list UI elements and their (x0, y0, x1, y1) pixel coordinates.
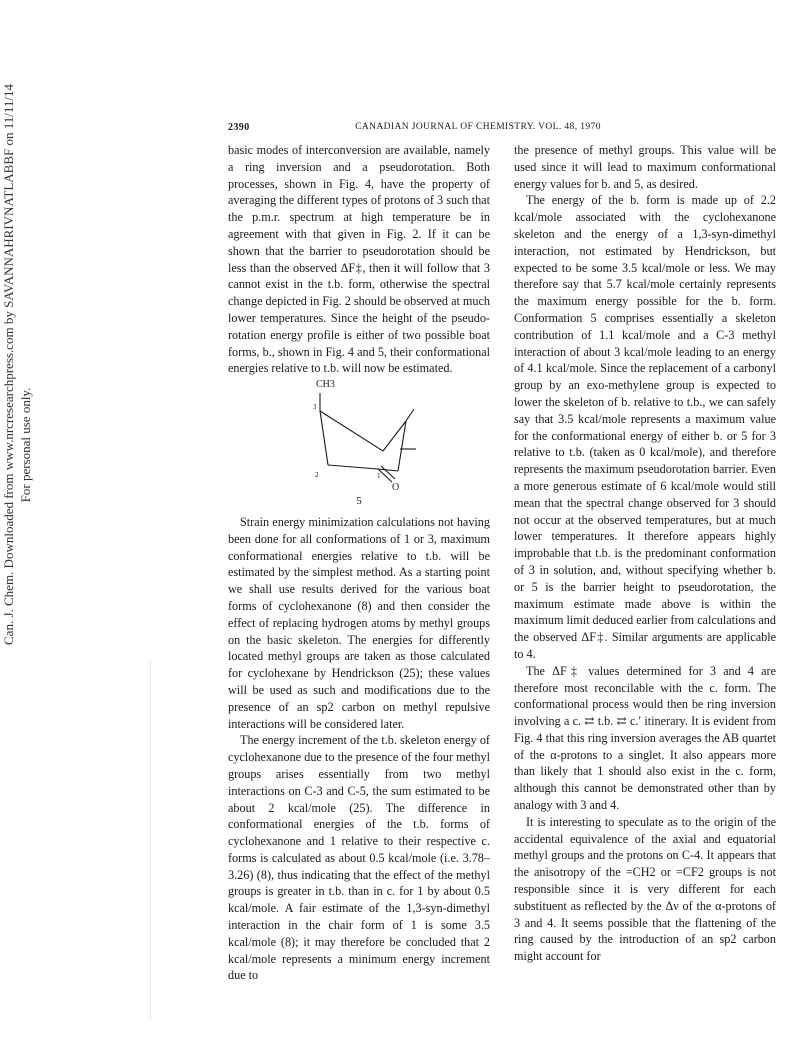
paragraph-5: The energy of the b. form is made up of 2.2 kcal/mole associated with the cyclohexanone skeleton and the energy of a 1,3-syn-dimethyl interaction, not estimated by Hendrickson, but expected to be some 3.5 kcal/mole or less. We may therefore say that 5.7 kcal/mole certainly represents the maximum energy possible for the b. form. Conformation 5 comprises essentially a skeleton contribution of 1.1 kcal/mole and a C-3 methyl interaction of about 3 kcal/mole leading to an energy of 4.1 kcal/mole. Since the replacement of a carbonyl group by an exo-methylene group is expected to lower the skeleton of b. relative to t.b., we can safely say that 3.5 kcal/mole represents a maximum value for the conformational energy of either b. or 5 for 3 relative to t.b. (taken as 0 kcal/mole), and therefore represents the maximum pseudorotation barrier. Even a more generous estimate of 6 kcal/mole would still mean that the spectral change observed for 3 should not occur at the observed temperatures, but at much lower temperatures. It therefore appears highly improbable that t.b. is the predominant conformation of 3 in solution, and, without specifying whether b. or 5 is the barrier height to pseudorotation, the maximum estimate made above is within the maximum limit deduced earlier from calculations and the observed ΔF‡. Similar arguments are applicable to 4. (514, 193, 776, 661)
ring-bond-2-1 (328, 465, 378, 469)
methyl-label: CH3 (316, 379, 335, 391)
right-column (514, 142, 776, 965)
left-column (228, 142, 490, 984)
download-watermark (0, 84, 44, 645)
paragraph-7: It is interesting to speculate as to the origin of the accidental equivalence of the axial and equatorial methyl groups and the protons on C-4. It appears that the anisotropy of the =CH2 or =CF2 groups is not responsible since it is very different for each substituent as reflected by the Δν of the α-protons of 3 and 4. It seems possible that the flattening of the ring caused by the introduction of an sp2 carbon might account for (514, 814, 776, 964)
atom-label-1: 1 (377, 472, 381, 481)
ring-bond-4-5 (383, 421, 406, 451)
oxygen-label: O (392, 482, 400, 494)
paragraph-1: basic modes of interconversion are available, namely a ring inversion and a pseudorotation. Both processes, shown in Fig. 4, have the property of averaging the different types of protons of 3 such that the p.m.r. spectrum at high temperature be in agreement with that given in Fig. 2. If it can be shown that the barrier to pseudorotation should be less than the observed ΔF‡, then it will follow that 3 cannot exist in the t.b. form, otherwise the spectral change depicted in Fig. 2 should be observed at much lower temperatures. Since the height of the pseudo-rotation energy profile is either of two possible boat forms, b., shown in Fig. 4 and 5, their conformational energies relative to t.b. will now be estimated. (228, 143, 490, 376)
page-number: 2390 (228, 122, 250, 133)
ring-bond-1-6 (378, 469, 398, 471)
margin-rule (150, 660, 151, 1020)
structure-drawing (228, 379, 490, 491)
paragraph-3: The energy increment of the t.b. skeleton energy of cyclohexanone due to the presence of the four methyl groups arises essentially from two methyl interactions on C-3 and C-5, the sum estimated to be about 2 kcal/mole (25). The difference in conformational energies of the t.b. forms of cyclohexanone and 1 relative to their respective c. forms is calculated as about 0.5 kcal/mole (i.e. 3.78–3.26) (8), thus indicating that the effect of the methyl groups is greater in t.b. than in c. for 1 by about 0.5 kcal/mole. A fair estimate of the 1,3-syn-dimethyl interaction in the chair form of 1 is some 3.5 kcal/mole (8); it may therefore be concluded that 2 kcal/mole represents a minimum energy increment due to (228, 733, 490, 983)
paragraph-6: The ΔF‡ values determined for 3 and 4 are therefore most reconcilable with the c. form. The conformational process would then be ring inversion involving a c. ⇄ t.b. ⇄ c.′ itinerary. It is evident from Fig. 4 that this ring inversion averages the AB quartet of the α-protons to a singlet. It also appears more than likely that 1 should also exist in the c. form, although this cannot be demonstrated other than by analogy with 3 and 4. (514, 663, 776, 813)
page-header (228, 122, 728, 138)
atom-label-3: 3 (313, 403, 317, 412)
ring-bond-3-2 (320, 411, 328, 465)
paragraph-2: Strain energy minimization calculations not having been done for all conformations of 1 or 3, maximum conformational energies relative to t.b. will be estimated by the simplest method. As a starting point we shall use results derived for the various boat forms of cyclohexanone (8) and then consider the effect of replacing hydrogen atoms by methyl groups on the basic skeleton. The energies for differently located methyl groups are taken as those calculated for cyclohexane by Hendrickson (25); these values will be used as such and modifications due to the presence of an sp2 carbon on methyl repulsive interactions will be considered later. (228, 514, 490, 731)
watermark-line-2: For personal use only. (18, 387, 33, 503)
structure-diagram-5 (228, 379, 490, 494)
compound-number: 5 (356, 495, 362, 508)
paragraph-4: the presence of methyl groups. This value will be used since it will lead to maximum conformational energy values for b. and 5, as desired. (514, 143, 776, 191)
axial-methyl-bond (406, 409, 414, 421)
watermark-line-1: Can. J. Chem. Downloaded from www.nrcresearchpress.com by SAVANNAHRIVNATLABBF on 11/11/14 (1, 84, 16, 645)
ring-bond-3-4 (320, 411, 383, 451)
ring-bond-5-6 (398, 421, 406, 471)
atom-label-2: 2 (315, 471, 319, 480)
running-title: CANADIAN JOURNAL OF CHEMISTRY. VOL. 48, 1970 (355, 122, 601, 132)
carbonyl-double-bond (381, 466, 395, 479)
